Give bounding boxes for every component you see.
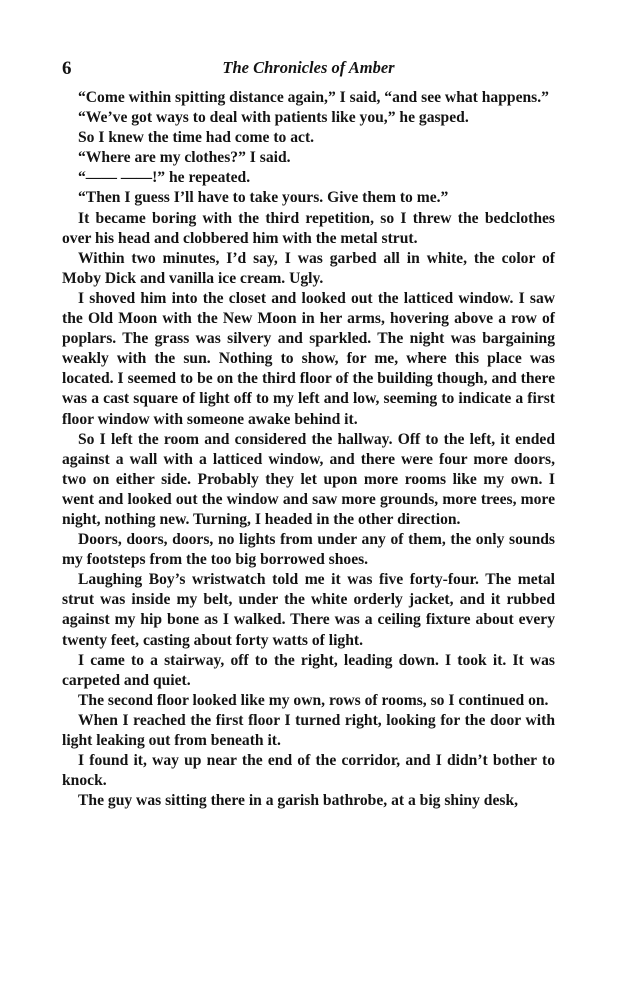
paragraph: When I reached the first floor I turned right, looking for the door with light leaking out from beneath it. bbox=[62, 711, 555, 749]
paragraph: I came to a stairway, off to the right, leading down. I took it. It was carpeted and quiet. bbox=[62, 651, 555, 689]
paragraph: Within two minutes, I’d say, I was garbed all in white, the color of Moby Dick and vanilla ice cream. Ugly. bbox=[62, 249, 555, 287]
paragraph: So I knew the time had come to act. bbox=[78, 129, 315, 147]
paragraph: “Where are my clothes?” I said. bbox=[78, 149, 291, 167]
paragraph: “We’ve got ways to deal with patients like you,” he gasped. bbox=[78, 109, 469, 127]
paragraph: Laughing Boy’s wristwatch told me it was five forty-four. The metal strut was inside my belt, under the white orderly jacket, and it rubbed against my hip bone as I walked. There was a ceiling fixture about every twenty feet, casting about forty watts of light. bbox=[62, 571, 555, 649]
paragraph: It became boring with the third repetition, so I threw the bedclothes over his head and clobbered him with the metal strut. bbox=[62, 209, 555, 247]
page-header bbox=[62, 58, 555, 82]
paragraph: “—— ——!” he repeated. bbox=[78, 169, 251, 187]
paragraph: “Then I guess I’ll have to take yours. Give them to me.” bbox=[78, 189, 449, 207]
running-head-title: The Chronicles of Amber bbox=[222, 58, 395, 77]
paragraph: So I left the room and considered the hallway. Off to the left, it ended against a wall with a latticed window, and there were four more doors, two on either side. Probably they let upon more rooms like my own. I went and looked out the window and saw more grounds, more trees, more night, nothing new. Turning, I headed in the other direction. bbox=[62, 430, 555, 528]
paragraph: I shoved him into the closet and looked out the latticed window. I saw the Old Moon with the New Moon in her arms, hovering above a row of poplars. The grass was silvery and sparkled. The night was bargaining weakly with the sun. Nothing to show, for me, where this place was located. I seemed to be on the third floor of the building though, and there was a cast square of light off to my left and low, seeming to indicate a first floor window with someone awake behind it. bbox=[62, 289, 555, 428]
paragraph: “Come within spitting distance again,” I said, “and see what happens.” bbox=[78, 89, 549, 106]
paragraph: I found it, way up near the end of the corridor, and I didn’t bother to knock. bbox=[62, 752, 555, 790]
body-text bbox=[62, 88, 555, 811]
paragraph: Doors, doors, doors, no lights from under any of them, the only sounds my footsteps from the too big borrowed shoes. bbox=[62, 531, 555, 569]
paragraph: The guy was sitting there in a garish bathrobe, at a big shiny desk, bbox=[78, 792, 519, 810]
page-number: 6 bbox=[62, 58, 72, 79]
paragraph: The second floor looked like my own, rows of rooms, so I continued on. bbox=[78, 691, 549, 709]
